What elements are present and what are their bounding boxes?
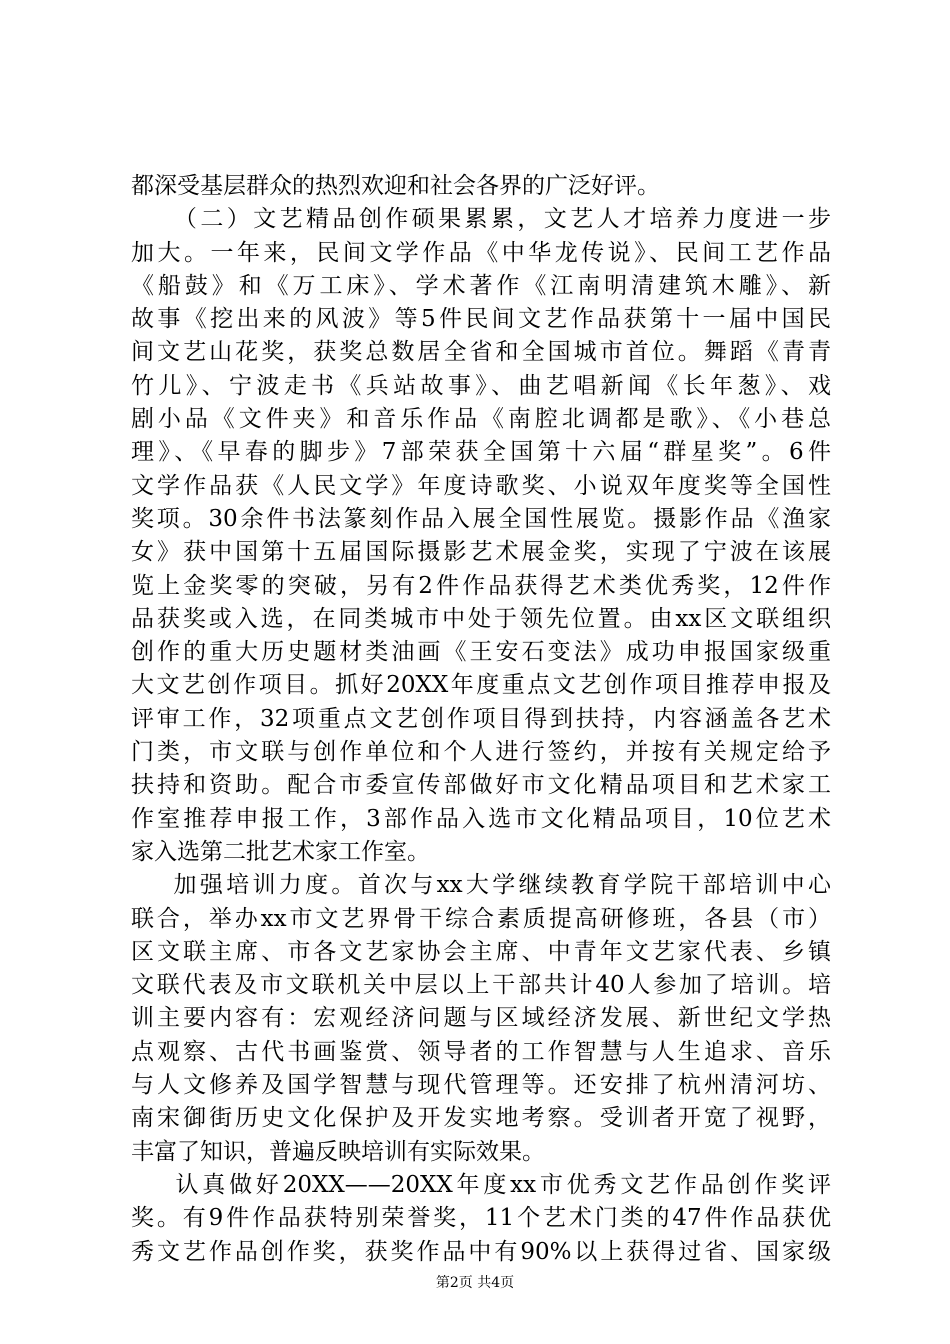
text-line: 奖。有9件作品获特别荣誉奖，11个艺术门类的47件作品获优 (131, 1205, 831, 1232)
text-line: 南宋御街历史文化保护及开发实地考察。受训者开宽了视野， (131, 1105, 831, 1132)
text-line: 品获奖或入选，在同类城市中处于领先位置。由xx区文联组织 (131, 605, 831, 632)
text-line: 创作的重大历史题材类油画《王安石变法》成功申报国家级重 (131, 639, 831, 666)
text-line: 文联代表及市文联机关中层以上干部共计40人参加了培训。培 (131, 972, 831, 999)
text-line: 加强培训力度。首次与xx大学继续教育学院干部培训中心 (131, 872, 831, 899)
text-line: 训主要内容有：宏观经济问题与区域经济发展、新世纪文学热 (131, 1005, 831, 1032)
text-line: 区文联主席、市各文艺家协会主席、中青年文艺家代表、乡镇 (131, 938, 831, 965)
text-line: 文学作品获《人民文学》年度诗歌奖、小说双年度奖等全国性 (131, 472, 831, 499)
text-line: 都深受基层群众的热烈欢迎和社会各界的广泛好评。 (131, 173, 660, 199)
text-line: 览上金奖零的突破，另有2件作品获得艺术类优秀奖，12件作 (131, 572, 831, 599)
text-line: 评审工作，32项重点文艺创作项目得到扶持，内容涵盖各艺术 (131, 705, 831, 732)
page-footer: 第2页 共4页 (435, 1275, 515, 1291)
text-line: 大文艺创作项目。抓好20XX年度重点文艺创作项目推荐申报及 (131, 672, 831, 699)
text-line: 联合，举办xx市文艺界骨干综合素质提高研修班，各县（市） (131, 905, 831, 932)
text-line: 家入选第二批艺术家工作室。 (131, 838, 430, 865)
text-line: 作室推荐申报工作，3部作品入选市文化精品项目，10位艺术 (131, 805, 831, 832)
text-line: 间文艺山花奖，获奖总数居全省和全国城市首位。舞蹈《青青 (131, 339, 831, 366)
text-line: 门类，市文联与创作单位和个人进行签约，并按有关规定给予 (131, 739, 831, 766)
text-line: 《船鼓》和《万工床》、学术著作《江南明清建筑木雕》、新 (131, 272, 831, 299)
text-line: 加大。一年来，民间文学作品《中华龙传说》、民间工艺作品 (131, 239, 831, 266)
text-line: 扶持和资助。配合市委宣传部做好市文化精品项目和艺术家工 (131, 772, 831, 799)
text-line: （二）文艺精品创作硕果累累，文艺人才培养力度进一步 (131, 206, 831, 233)
text-line: 认真做好20XX——20XX年度xx市优秀文艺作品创作奖评 (131, 1171, 831, 1198)
body-text (131, 170, 831, 1269)
text-line: 点观察、古代书画鉴赏、领导者的工作智慧与人生追求、音乐 (131, 1038, 831, 1065)
text-line: 竹儿》、宁波走书《兵站故事》、曲艺唱新闻《长年葱》、戏 (131, 372, 831, 399)
text-line: 理》、《早春的脚步》7部荣获全国第十六届“群星奖”。6件 (131, 439, 831, 466)
text-line: 奖项。30余件书法篆刻作品入展全国性展览。摄影作品《渔家 (131, 505, 831, 532)
text-line: 剧小品《文件夹》和音乐作品《南腔北调都是歌》、《小巷总 (131, 406, 831, 433)
text-line: 与人文修养及国学智慧与现代管理等。还安排了杭州清河坊、 (131, 1072, 831, 1099)
text-line: 故事《挖出来的风波》等5件民间文艺作品获第十一届中国民 (131, 306, 831, 333)
text-line: 丰富了知识，普遍反映培训有实际效果。 (131, 1138, 545, 1165)
text-line: 女》获中国第十五届国际摄影艺术展金奖，实现了宁波在该展 (131, 539, 831, 566)
text-line: 秀文艺作品创作奖，获奖作品中有90%以上获得过省、国家级 (131, 1238, 831, 1265)
